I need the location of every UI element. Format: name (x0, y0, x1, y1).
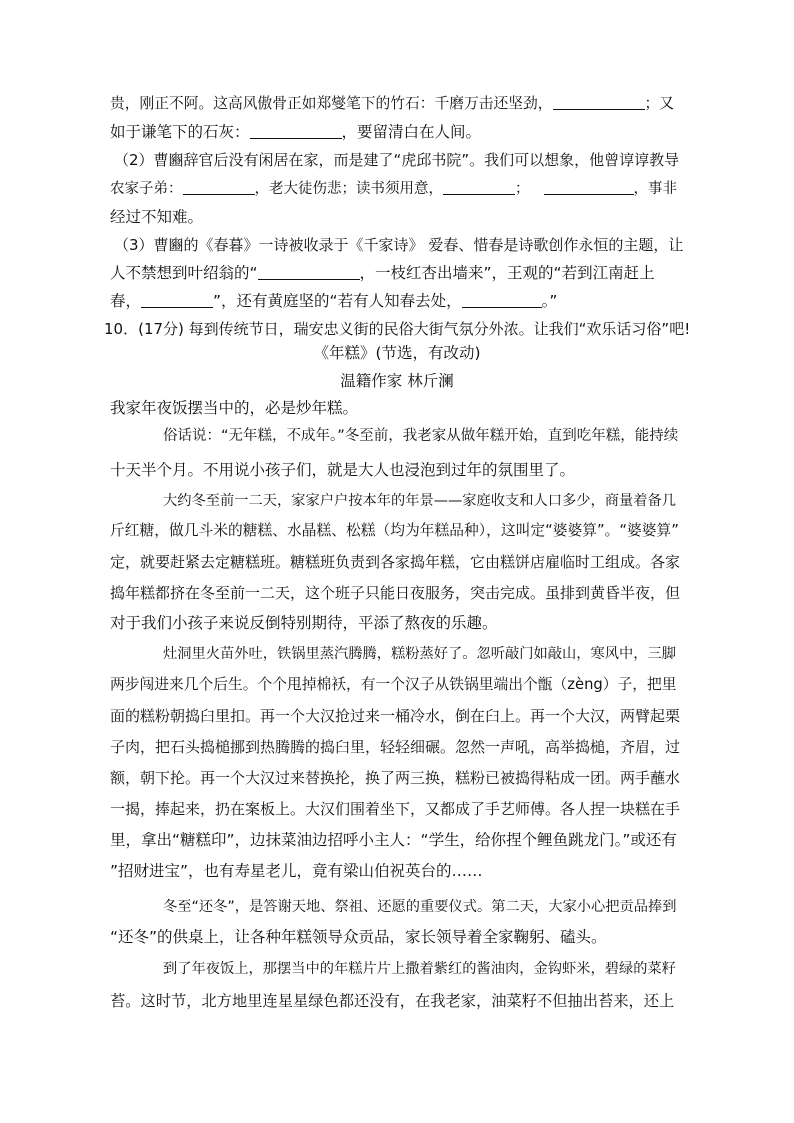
passage-paragraph: 子肉，把石头捣槌挪到热腾腾的捣臼里，轻轻细碾。忽然一声吼，高举捣槌，齐眉，过 (110, 738, 681, 756)
answer-blank[interactable] (258, 264, 360, 280)
passage-paragraph: 两步闯进来几个后生。个个甩掉棉袄，有一个汉子从铁锅里端出个甑（zèng）子，把里 (110, 676, 677, 693)
poem-question-line: 经过不知难。 (110, 208, 204, 226)
poem-question-line: 农家子弟： ，老大徒伤悲；读书须用意， ； ，事非 (110, 181, 677, 197)
passage-title: 《年糕》(节选，有改动) (313, 344, 481, 362)
poem-question-line: 春， ”，还有黄庭坚的“若有人知春去处， 。” (110, 292, 558, 310)
passage-paragraph: 捣年糕都挤在冬至前一二天，这个班子只能日夜服务，突击完成。虽排到黄昏半夜，但 (110, 584, 681, 602)
passage-paragraph: 大约冬至前一二天，家家户户按本年的年景——家庭收支和人口多少，商量着备几 (163, 493, 677, 509)
passage-paragraph: 灶洞里火苗外吐，铁锅里蒸汽腾腾，糕粉蒸好了。忽听敲门如敲山，寒风中，三脚 (163, 646, 677, 662)
poem-question-line: 人不禁想到叶绍翁的“ ，一枝红杏出墙来”，王观的“若到江南赶上 (110, 264, 655, 282)
answer-blank[interactable] (250, 123, 342, 139)
passage-paragraph: 斤红糖，做几斗米的糖糕、水晶糕、松糕（均为年糕品种），这叫定“婆婆算”。“婆婆算” (110, 522, 679, 539)
answer-blank[interactable] (141, 292, 213, 308)
passage-author: 温籍作家 林斤澜 (340, 372, 454, 390)
answer-blank[interactable] (544, 179, 634, 195)
passage-paragraph: 冬至“还冬”，是答谢天地、祭祖、还愿的重要仪式。第二天，大家小心把贡品捧到 (163, 899, 677, 915)
passage-paragraph: 面的糕粉朝捣臼里扣。再一个大汉抢过来一桶冷水，倒在臼上。再一个大汉，两臂起栗 (110, 707, 681, 725)
answer-blank[interactable] (462, 292, 542, 308)
passage-paragraph: 苔。这时节，北方地里连星星绿色都还没有，在我老家，油菜籽不但抽出苔来，还上 (110, 992, 675, 1010)
question-10-header: 10．(17分) 每到传统节日，瑞安忠义街的民俗大街气氛分外浓。让我们“欢乐话习俗”吧! (104, 320, 691, 338)
passage-paragraph: ”招财进宝”，也有寿星老儿，竟有梁山伯祝英台的…… (110, 862, 483, 880)
passage-paragraph: 定，就要赶紧去定糖糕班。糖糕班负责到各家捣年糕，它由糕饼店雇临时工组成。各家 (110, 553, 681, 571)
passage-paragraph: 十天半个月。不用说小孩子们，就是大人也浸泡到过年的氛围里了。 (110, 461, 576, 479)
passage-paragraph: 到了年夜饭上，那摆当中的年糕片片上撒着紫红的酱油肉，金钩虾米，碧绿的菜籽 (163, 961, 677, 977)
passage-paragraph: 一揭，捧起来，扔在案板上。大汉们围着坐下，又都成了手艺师傅。各人捏一块糕在手 (110, 800, 681, 818)
passage-paragraph: 俗话说：“无年糕，不成年。”冬至前，我老家从做年糕开始，直到吃年糕，能持续 (163, 428, 679, 444)
answer-blank[interactable] (443, 179, 515, 195)
passage-paragraph: 我家年夜饭摆当中的，必是炒年糕。 (110, 399, 359, 417)
passage-paragraph: “还冬”的供桌上，让各种年糕领导众贡品，家长领导着全家鞠躬、磕头。 (110, 928, 607, 946)
sub-question-2: （2）曹豳辞官后没有闲居在家，而是建了“虎邱书院”。我们可以想象，他曾谆谆教导 (114, 151, 680, 169)
answer-blank[interactable] (553, 94, 645, 110)
passage-paragraph: 对于我们小孩子来说反倒特别期待，平添了熬夜的乐趣。 (110, 614, 498, 632)
poem-question-line: 贵，刚正不阿。这高风傲骨正如郑燮笔下的竹石：千磨万击还坚劲， ；又 (110, 95, 674, 112)
poem-question-line: 如于谦笔下的石灰： ，要留清白在人间。 (110, 123, 482, 141)
answer-blank[interactable] (183, 179, 255, 195)
passage-paragraph: 里，拿出“糖糕印”，边抹菜油边招呼小主人：“学生，给你捏个鲤鱼跳龙门。”或还有 (110, 831, 677, 849)
sub-question-3: （3）曹豳的《春暮》一诗被收录于《千家诗》 爱春、惜春是诗歌创作永恒的主题，让 (114, 236, 684, 254)
passage-paragraph: 额，朝下抡。再一个大汉过来替换抡，换了两三换，糕粉已被捣得粘成一团。两手蘸水 (110, 769, 681, 787)
